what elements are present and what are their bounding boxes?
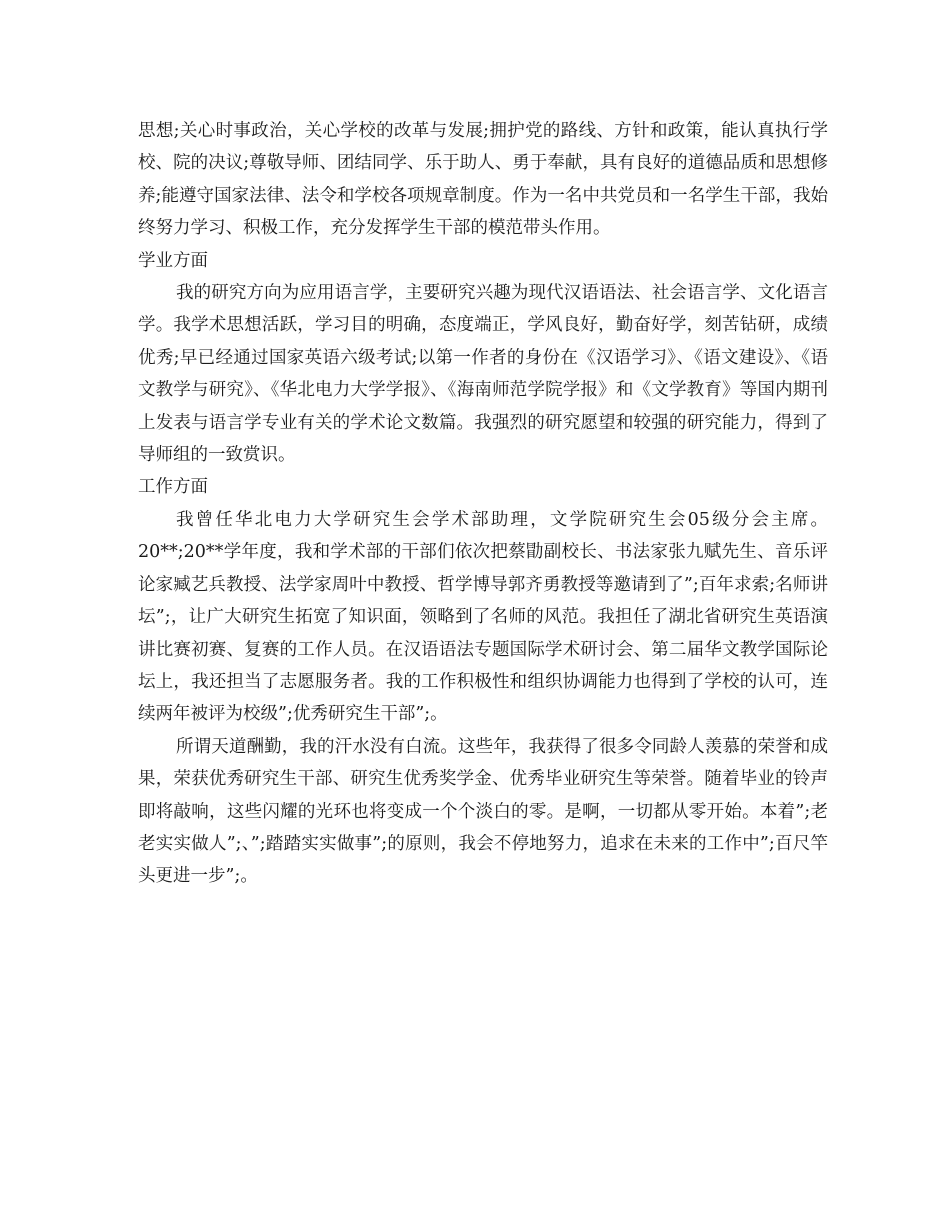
document-body — [138, 115, 828, 893]
section-heading-academics: 学业方面 — [138, 250, 208, 271]
paragraph-political-conduct: 思想;关心时事政治，关心学校的改革与发展;拥护党的路线、方针和政策，能认真执行学校、院的决议;尊敬导师、团结同学、乐于助人、勇于奉献，具有良好的道德品质和思想修养;能遵守国家法律、法令和学校各项规章制度。作为一名中共党员和一名学生干部，我始终努力学习、积极工作，充分发挥学生干部的模范带头作用。 — [138, 121, 828, 239]
paragraph-academics: 我的研究方向为应用语言学，主要研究兴趣为现代汉语语法、社会语言学、文化语言学。我学术思想活跃，学习目的明确，态度端正，学风良好，勤奋好学，刻苦钻研，成绩优秀;早已经通过国家英语六级考试;以第一作者的身份在《汉语学习》、《语文建设》、《语文教学与研究》、《华北电力大学学报》、《海南师范学院学报》和《文学教育》等国内期刊上发表与语言学专业有关的学术论文数篇。我强烈的研究愿望和较强的研究能力，得到了导师组的一致赏识。 — [138, 283, 828, 466]
section-heading-work: 工作方面 — [138, 477, 208, 498]
paragraph-conclusion: 所谓天道酬勤，我的汗水没有白流。这些年，我获得了很多令同龄人羡慕的荣誉和成果，荣获优秀研究生干部、研究生优秀奖学金、优秀毕业研究生等荣誉。随着毕业的铃声即将敲响，这些闪耀的光环也将变成一个个淡白的零。是啊，一切都从零开始。本着”;老老实实做人”;、”;踏踏实实做事”;的原则，我会不停地努力，追求在未来的工作中”;百尺竿头更进一步”;。 — [138, 736, 828, 887]
paragraph-work: 我曾任华北电力大学研究生会学术部助理，文学院研究生会05级分会主席。20**;20**学年度，我和学术部的干部们依次把蔡勖副校长、书法家张九赋先生、音乐评论家臧艺兵教授、法学家周叶中教授、哲学博导郭齐勇教授等邀请到了”;百年求索;名师讲坛”;，让广大研究生拓宽了知识面，领略到了名师的风范。我担任了湖北省研究生英语演讲比赛初赛、复赛的工作人员。在汉语语法专题国际学术研讨会、第二届华文教学国际论坛上，我还担当了志愿服务者。我的工作积极性和组织协调能力也得到了学校的认可，连续两年被评为校级”;优秀研究生干部”;。 — [138, 509, 828, 725]
